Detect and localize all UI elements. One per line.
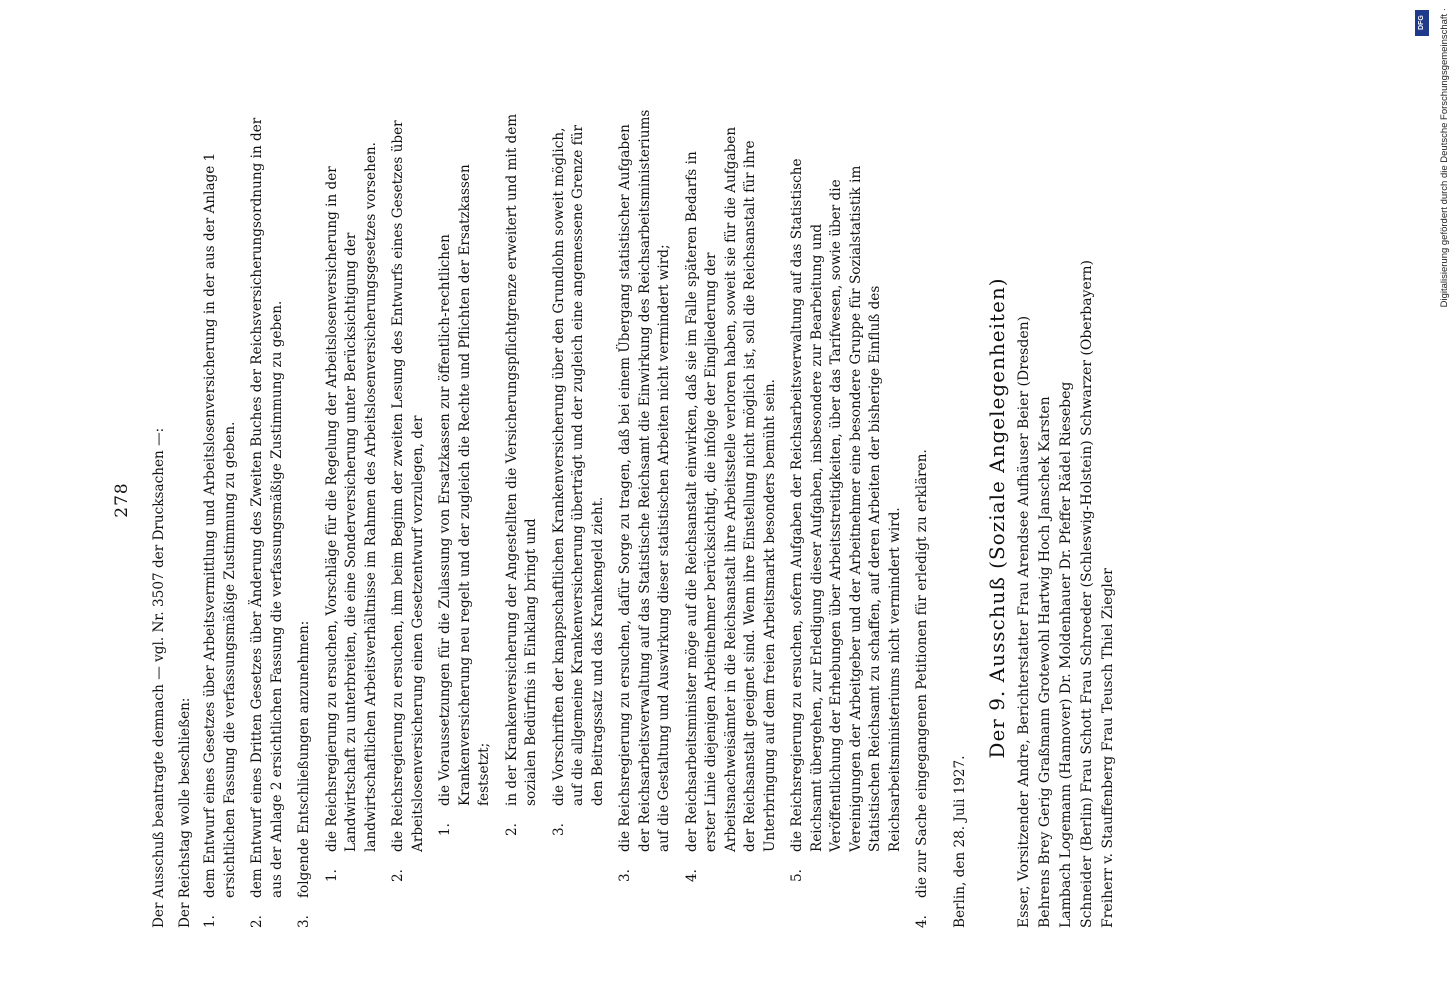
list-item: 3. folgende Entschließungen anzunehmen: [296,620,312,928]
list-item: 2. die Reichsregierung zu ersuchen, ihm beim Beginn der zweiten Lesung des Entwurfs eines Gesetzes über Arbeitslosenversicherung einen Gesetzentwurf vorzulegen, der [390,120,426,882]
document-body [150,108,1119,928]
sub-list [436,108,608,836]
funding-notice [1412,8,1450,398]
list-item: 2. dem Entwurf eines Dritten Gesetzes über Änderung des Zweiten Buches der Reichsversicherungsordnung in der aus der Anlage 2 ersichtlichen Fassung die verfassungsmäßige Zustimmung zu geben. [249,117,285,928]
list-item: 5. die Reichsregierung zu ersuchen, sofern Aufgaben der Reichsarbeitsverwaltung auf das Statistische Reichsamt übergehen, zur Erledigung dieser Aufgaben, insbesondere zur Bearbeitung und Veröffentlichung der Erhebungen über Arbeitsstreitigkeiten, über das Tarifwesen, sowie über die Vereinigungen der Arbeitgeber und der Arbeitnehmer eine besondere Gruppe für Sozialstatistik im Statistischen Reichsamt zu schaffen, auf deren Arbeiten der bisherige Einfluß des Reichsarbeitsministeriums nicht vermindert wird. [789,158,903,882]
list-item: 1. die Reichsregierung zu ersuchen, Vorschläge für die Regelung der Arbeitslosenversicherung in der Landwirtschaft zu unterbreiten, die eine Sonderversicherung unter Berücksichtigung der landwirtschaftlichen Arbeitsverhältnisse im Rahmen des Arbeitslosenversicherungsgesetzes vorsehen. [323,142,379,882]
list-item: 4. der Reichsarbeitsminister möge auf die Reichsanstalt einwirken, daß sie im Falle späteren Bedarfs in erster Linie diejenigen Arbeitnehmer berücksichtigt, die infolge der Eingliederung der Arbeitsnachweisämter in die Reichsanstalt ihre Arbeitsstelle verloren haben, soweit sie für die Aufgaben der Reichsanstalt geeignet sind. Wenn ihre Einstellung nicht möglich ist, soll die Reichsanstalt für ihre Unterbringung auf dem freien Arbeitsmarkt besonders bemüht sein. [683,126,778,882]
member-line: Lambach Logemann (Hannover) Dr. Moldenhauer Dr. Pfeffer Rädel Riesebeg [1057,381,1074,928]
member-line: Esser, Vorsitzender Andre, Berichterstatter Frau Arendsee Aufhäuser Beier (Dresden) [1015,315,1032,928]
page-number: 278 [112,482,132,518]
dfg-logo: DFG [1415,10,1429,36]
intro-line: Der Ausschuß beantragte demnach — vgl. Nr. 3507 der Drucksachen —: [151,427,167,928]
list-item: 3. die Vorschriften der knappschaftlichen Krankenversicherung über den Grundlohn soweit möglich, auf die allgemeine Krankenversicherung überträgt und der zugleich eine angemessene Grenze für den Beitragssatz und das Krankengeld zieht. [550,125,606,836]
intro-line: Der Reichstag wolle beschließen: [176,697,193,928]
list-item: 1. die Voraussetzungen für die Zulassung von Ersatzkassen zur öffentlich-rechtlichen Krankenversicherung neu regelt und der zugleich die Rechte und Pflichten der Ersatzkassen festsetzt; [437,164,492,836]
member-list [1014,108,1119,928]
list-item: 1. dem Entwurf eines Gesetzes über Arbeitsvermittlung und Arbeitslosenversicherung in der aus der Anlage 1 ersichtlichen Fassung die verfassungsmäßige Zustimmung zu geben. [202,152,238,928]
place-date: Berlin, den 28. Juli 1927. [951,755,968,928]
funding-notice-text: Digitalisierung gefördert durch die Deutsche Forschungsgemeinschaft · [1439,8,1450,308]
member-line: Behrens Brey Gerig Graßmann Grotewohl Hartwig Hoch Janschek Karsten [1036,396,1053,928]
member-line: Freiherr v. Stauffenberg Frau Teusch Thiel Ziegler [1099,568,1116,928]
list-item: 2. in der Krankenversicherung der Angestellten die Versicherungspflichtgrenze erweitert und mit dem sozialen Bedürfnis in Einklang bringt und [503,113,539,836]
resolutions-list [323,108,906,882]
list-item: 4. die zur Sache eingegangenen Petitionen für erledigt zu erklären. [914,449,930,928]
committee-heading: Der 9. Ausschuß (Soziale Angelegenheiten) [985,277,1009,759]
list-item: 3. die Reichsregierung zu ersuchen, dafür Sorge zu tragen, daß bei einem Übergang statistischer Aufgaben der Reichsarbeitsverwaltung auf das Statistische Reichsamt die Einwirkung des Reichsarbeitsministeriums auf die Gestaltung und Auswirkung dieser statistischen Arbeiten nicht vermindert wird; [617,109,672,882]
document-page [100,50,1180,950]
member-line: Schneider (Berlin) Frau Schott Frau Schroeder (Schleswig-Holstein) Schwarzer (Oberbayern) [1078,260,1095,928]
